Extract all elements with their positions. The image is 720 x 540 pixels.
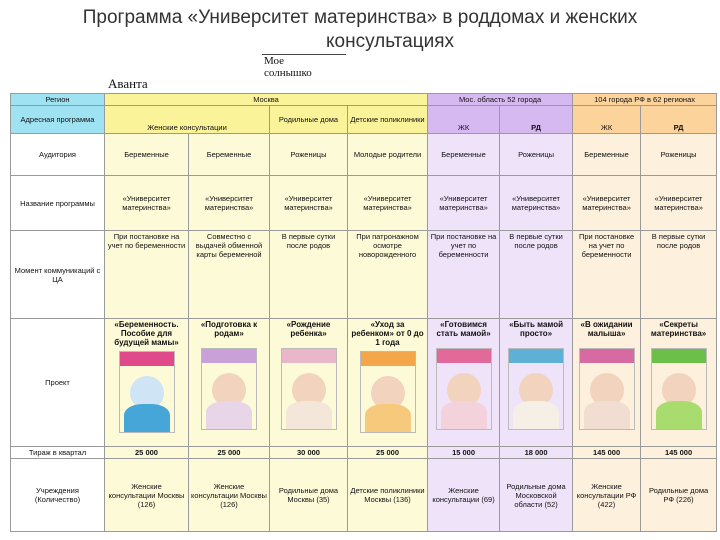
cell-circulation-5: 15 000: [428, 447, 500, 459]
cell-name-4: «Университет материнства»: [348, 176, 428, 231]
program-women-clinics: Женские консультации: [105, 106, 270, 134]
region-moscow-oblast: Мос. область 52 города: [428, 94, 573, 106]
cell-name-7: «Университет материнства»: [573, 176, 641, 231]
slide-title-line-2: консультациях: [325, 31, 454, 52]
cell-audience-4: Молодые родители: [348, 134, 428, 176]
project-title-6: «Быть мамой просто»: [509, 320, 564, 338]
project-title-8: «Секреты материнства»: [650, 320, 707, 338]
region-moscow: Москва: [105, 94, 428, 106]
magazine-cover-image: [360, 351, 416, 433]
cell-moment-7: При постановке на учет по беременности: [573, 231, 641, 319]
cell-institutions-7: Женские консультации РФ (422): [573, 459, 641, 532]
avanta-logo: Аванта: [108, 76, 148, 91]
cell-name-8: «Университет материнства»: [641, 176, 717, 231]
cell-name-1: «Университет материнства»: [105, 176, 189, 231]
cell-name-2: «Университет материнства»: [189, 176, 270, 231]
cell-institutions-8: Родильные дома РФ (226): [641, 459, 717, 532]
program-mo-rd: РД: [500, 106, 573, 134]
cell-audience-8: Роженицы: [641, 134, 717, 176]
project-title-3: «Рождение ребенка»: [286, 320, 331, 338]
program-table: [10, 93, 717, 532]
magazine-cover-image: [436, 348, 492, 430]
project-title-5: «Готовимся стать мамой»: [436, 320, 491, 338]
cell-circulation-1: 25 000: [105, 447, 189, 459]
cell-moment-6: В первые сутки после родов: [500, 231, 573, 319]
cell-audience-1: Беременные: [105, 134, 189, 176]
row-label-project: Проект: [11, 319, 105, 447]
cell-project-6: [500, 319, 573, 447]
cell-audience-2: Беременные: [189, 134, 270, 176]
project-title-4: «Уход за ребенком» от 0 до 1 года: [351, 320, 424, 347]
cell-circulation-3: 30 000: [270, 447, 348, 459]
cell-project-1: [105, 319, 189, 447]
cell-moment-8: В первые сутки после родов: [641, 231, 717, 319]
cell-moment-4: При патронажном осмотре новорожденного: [348, 231, 428, 319]
cell-institutions-3: Родильные дома Москвы (35): [270, 459, 348, 532]
cell-circulation-4: 25 000: [348, 447, 428, 459]
slide-title: [0, 6, 720, 54]
cell-moment-1: При постановке на учет по беременности: [105, 231, 189, 319]
project-title-1: «Беременность. Пособие для будущей мамы»: [114, 320, 179, 347]
program-rf-rd: РД: [641, 106, 717, 134]
cell-project-3: [270, 319, 348, 447]
cell-circulation-2: 25 000: [189, 447, 270, 459]
cell-moment-2: Совместно с выдачей обменной карты беременной: [189, 231, 270, 319]
row-label-moment: Момент коммуникаций с ЦА: [11, 231, 105, 319]
cell-moment-3: В первые сутки после родов: [270, 231, 348, 319]
moe-logo-line-1: Мое: [264, 55, 285, 67]
magazine-cover-image: [651, 348, 707, 430]
cell-audience-7: Беременные: [573, 134, 641, 176]
cell-circulation-8: 145 000: [641, 447, 717, 459]
program-rf-zhk: ЖК: [573, 106, 641, 134]
magazine-cover-image: [201, 348, 257, 430]
region-rf: 104 города РФ в 62 регионах: [573, 94, 717, 106]
cell-institutions-5: Женские консультации (69): [428, 459, 500, 532]
row-label-institutions: Учреждения (Количество): [11, 459, 105, 532]
cell-audience-3: Роженицы: [270, 134, 348, 176]
program-children-clinics: Детские поликлиники: [348, 106, 428, 134]
cell-institutions-4: Детские поликлиники Москвы (136): [348, 459, 428, 532]
cell-project-4: [348, 319, 428, 447]
cell-institutions-2: Женские консультации Москвы (126): [189, 459, 270, 532]
region-label: Регион: [11, 94, 105, 106]
cell-audience-6: Роженицы: [500, 134, 573, 176]
cell-moment-5: При постановке на учет по беременности: [428, 231, 500, 319]
cell-audience-5: Беременные: [428, 134, 500, 176]
cell-project-5: [428, 319, 500, 447]
cell-institutions-1: Женские консультации Москвы (126): [105, 459, 189, 532]
cell-project-7: [573, 319, 641, 447]
magazine-cover-image: [281, 348, 337, 430]
cell-circulation-6: 18 000: [500, 447, 573, 459]
slide-title-line-1: Программа «Университет материнства» в роддомах и женских: [82, 7, 638, 28]
address-program-label: Адресная программа: [11, 106, 105, 134]
magazine-cover-image: [579, 348, 635, 430]
moe-logo-line-2: солнышко: [264, 67, 312, 79]
magazine-cover-image: [508, 348, 564, 430]
magazine-cover-image: [119, 351, 175, 433]
project-title-2: «Подготовка к родам»: [200, 320, 258, 338]
cell-name-6: «Университет материнства»: [500, 176, 573, 231]
row-label-audience: Аудитория: [11, 134, 105, 176]
project-title-7: «В ожидании малыша»: [580, 320, 633, 338]
program-mo-zhk: ЖК: [428, 106, 500, 134]
cell-name-5: «Университет материнства»: [428, 176, 500, 231]
program-maternity: Родильные дома: [270, 106, 348, 134]
cell-project-8: [641, 319, 717, 447]
row-label-name: Название программы: [11, 176, 105, 231]
cell-project-2: [189, 319, 270, 447]
row-label-circulation: Тираж в квартал: [11, 447, 105, 459]
moe-solnyshko-logo: [264, 55, 312, 79]
cell-circulation-7: 145 000: [573, 447, 641, 459]
cell-institutions-6: Родильные дома Московской области (52): [500, 459, 573, 532]
cell-name-3: «Университет материнства»: [270, 176, 348, 231]
